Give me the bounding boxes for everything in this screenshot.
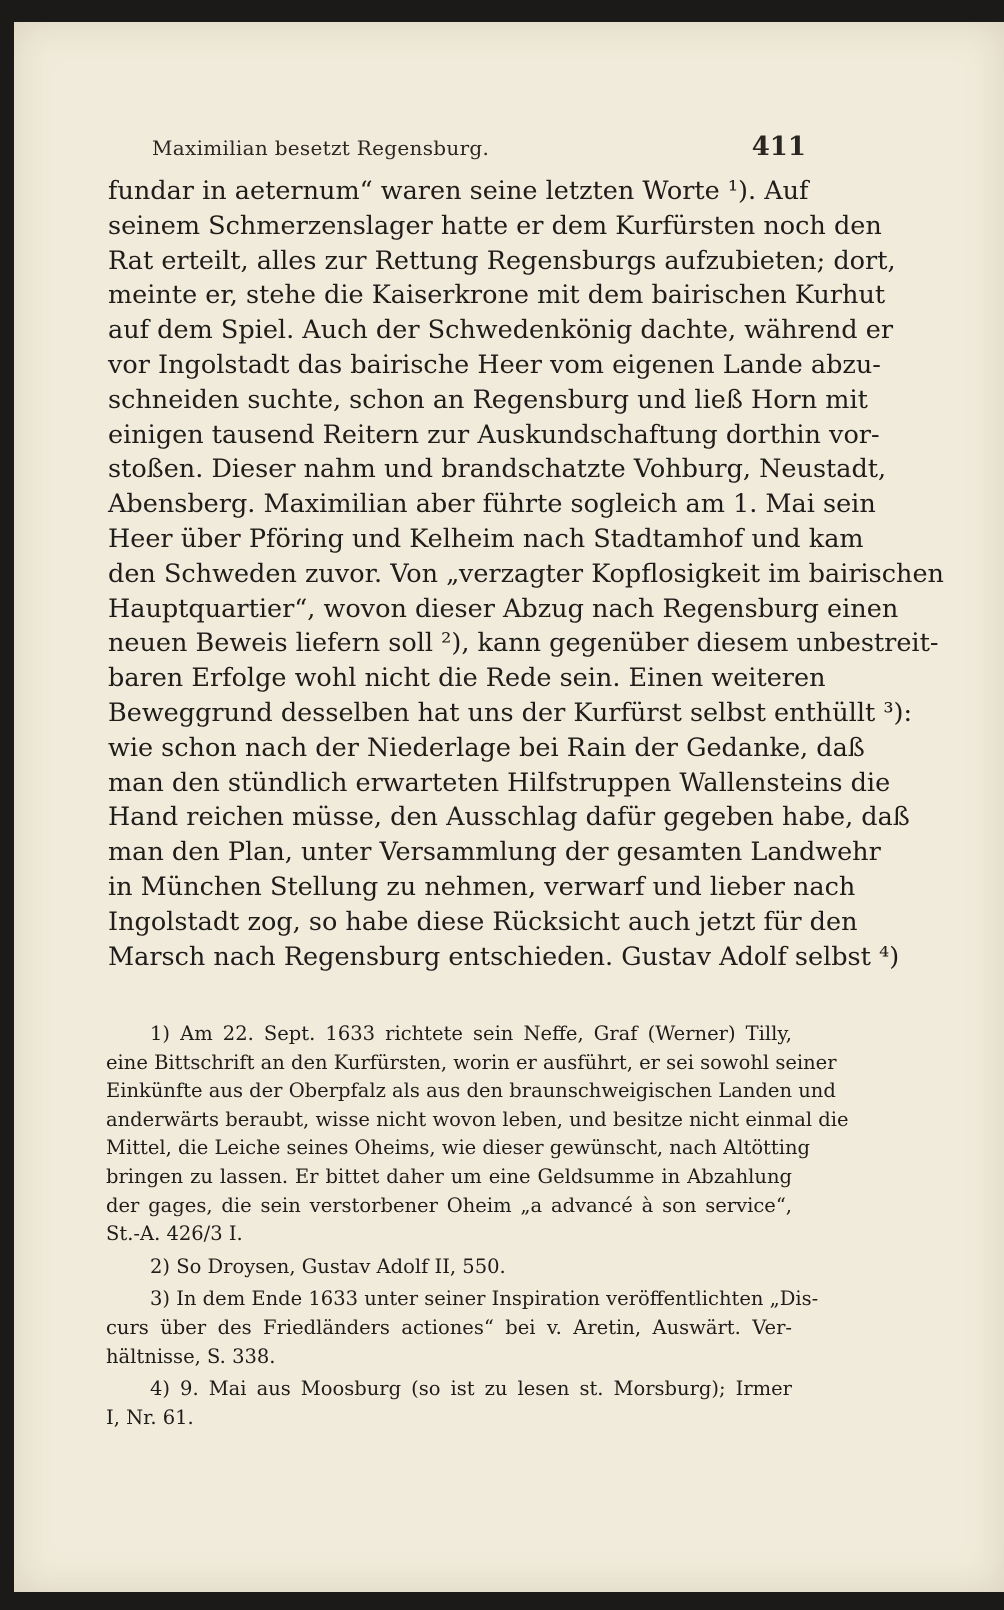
running-head xyxy=(140,130,820,170)
page-number: 411 xyxy=(751,132,806,162)
footnote-line: I, Nr. 61. xyxy=(106,1405,194,1429)
body-line: wie schon nach der Niederlage bei Rain der Gedanke, daß xyxy=(108,732,865,763)
body-line: Beweggrund desselben hat uns der Kurfürst selbst enthüllt ³): xyxy=(108,697,913,728)
body-line: Marsch nach Regensburg entschieden. Gustav Adolf selbst ⁴) xyxy=(108,941,900,972)
footnote-line: Mittel, die Leiche seines Oheims, wie dieser gewünscht, nach Altötting xyxy=(106,1136,811,1160)
body-line: stoßen. Dieser nahm und brandschatzte Vohburg, Neustadt, xyxy=(108,454,887,485)
footnote-line: curs über des Friedländers actiones“ bei v. Aretin, Auswärt. Ver- xyxy=(106,1315,792,1339)
footnote-3 xyxy=(106,1285,819,1371)
body-line: auf dem Spiel. Auch der Schwedenkönig dachte, während er xyxy=(108,315,894,346)
footnote-line: hältnisse, S. 338. xyxy=(106,1344,276,1368)
body-line: Rat erteilt, alles zur Rettung Regensburgs aufzubieten; dort, xyxy=(108,245,896,276)
footnote-line: Einkünfte aus der Oberpfalz als aus den braunschweigischen Landen und xyxy=(106,1079,836,1103)
footnote-line: der gages, die sein verstorbener Oheim „a advancé à son service“, xyxy=(106,1193,792,1217)
footnote-line: St.-A. 426/3 I. xyxy=(106,1222,243,1246)
footnote-4 xyxy=(106,1375,792,1432)
body-line: vor Ingolstadt das bairische Heer vom eigenen Lande abzu- xyxy=(108,349,881,380)
footnote-2 xyxy=(106,1253,792,1282)
body-line: neuen Beweis liefern soll ²), kann gegenüber diesem unbestreit- xyxy=(108,628,939,659)
body-line: einigen tausend Reitern zur Auskundschaftung dorthin vor- xyxy=(108,419,880,450)
body-line: Abensberg. Maximilian aber führte sogleich am 1. Mai sein xyxy=(108,489,876,520)
footnote-line: 3) In dem Ende 1633 unter seiner Inspiration veröffentlichten „Dis- xyxy=(150,1287,819,1311)
body-line: den Schweden zuvor. Von „verzagter Kopflosigkeit im bairischen xyxy=(108,558,944,589)
body-line: Ingolstadt zog, so habe diese Rücksicht auch jetzt für den xyxy=(108,906,858,937)
body-line: in München Stellung zu nehmen, verwarf und lieber nach xyxy=(108,871,856,902)
body-line: fundar in aeternum“ waren seine letzten Worte ¹). Auf xyxy=(108,176,809,206)
footnote-line: eine Bittschrift an den Kurfürsten, worin er ausführt, er sei sowohl seiner xyxy=(106,1050,837,1074)
footnotes xyxy=(106,1020,849,1436)
footnote-1 xyxy=(106,1020,849,1249)
body-line: Hand reichen müsse, den Ausschlag dafür gegeben habe, daß xyxy=(108,802,910,833)
footnote-line: 4) 9. Mai aus Moosburg (so ist zu lesen st. Morsburg); Irmer xyxy=(150,1377,792,1401)
running-title: Maximilian besetzt Regensburg. xyxy=(152,136,490,160)
body-line: meinte er, stehe die Kaiserkrone mit dem bairischen Kurhut xyxy=(108,280,886,311)
body-line: Heer über Pföring und Kelheim nach Stadtamhof und kam xyxy=(108,523,864,554)
body-line: man den stündlich erwarteten Hilfstruppen Wallensteins die xyxy=(108,767,891,798)
body-text xyxy=(108,174,944,974)
body-line: Hauptquartier“, wovon dieser Abzug nach Regensburg einen xyxy=(108,593,899,624)
body-line: seinem Schmerzenslager hatte er dem Kurfürsten noch den xyxy=(108,210,882,241)
footnote-line: 1) Am 22. Sept. 1633 richtete sein Neffe, Graf (Werner) Tilly, xyxy=(150,1022,792,1045)
body-line: baren Erfolge wohl nicht die Rede sein. Einen weiteren xyxy=(108,663,826,694)
footnote-line: anderwärts beraubt, wisse nicht wovon leben, und besitze nicht einmal die xyxy=(106,1107,849,1131)
footnote-line: bringen zu lassen. Er bittet daher um eine Geldsumme in Abzahlung xyxy=(106,1164,792,1188)
body-line: schneiden suchte, schon an Regensburg und ließ Horn mit xyxy=(108,384,868,415)
footnote-line: 2) So Droysen, Gustav Adolf II, 550. xyxy=(150,1254,506,1278)
body-line: man den Plan, unter Versammlung der gesamten Landwehr xyxy=(108,837,881,868)
